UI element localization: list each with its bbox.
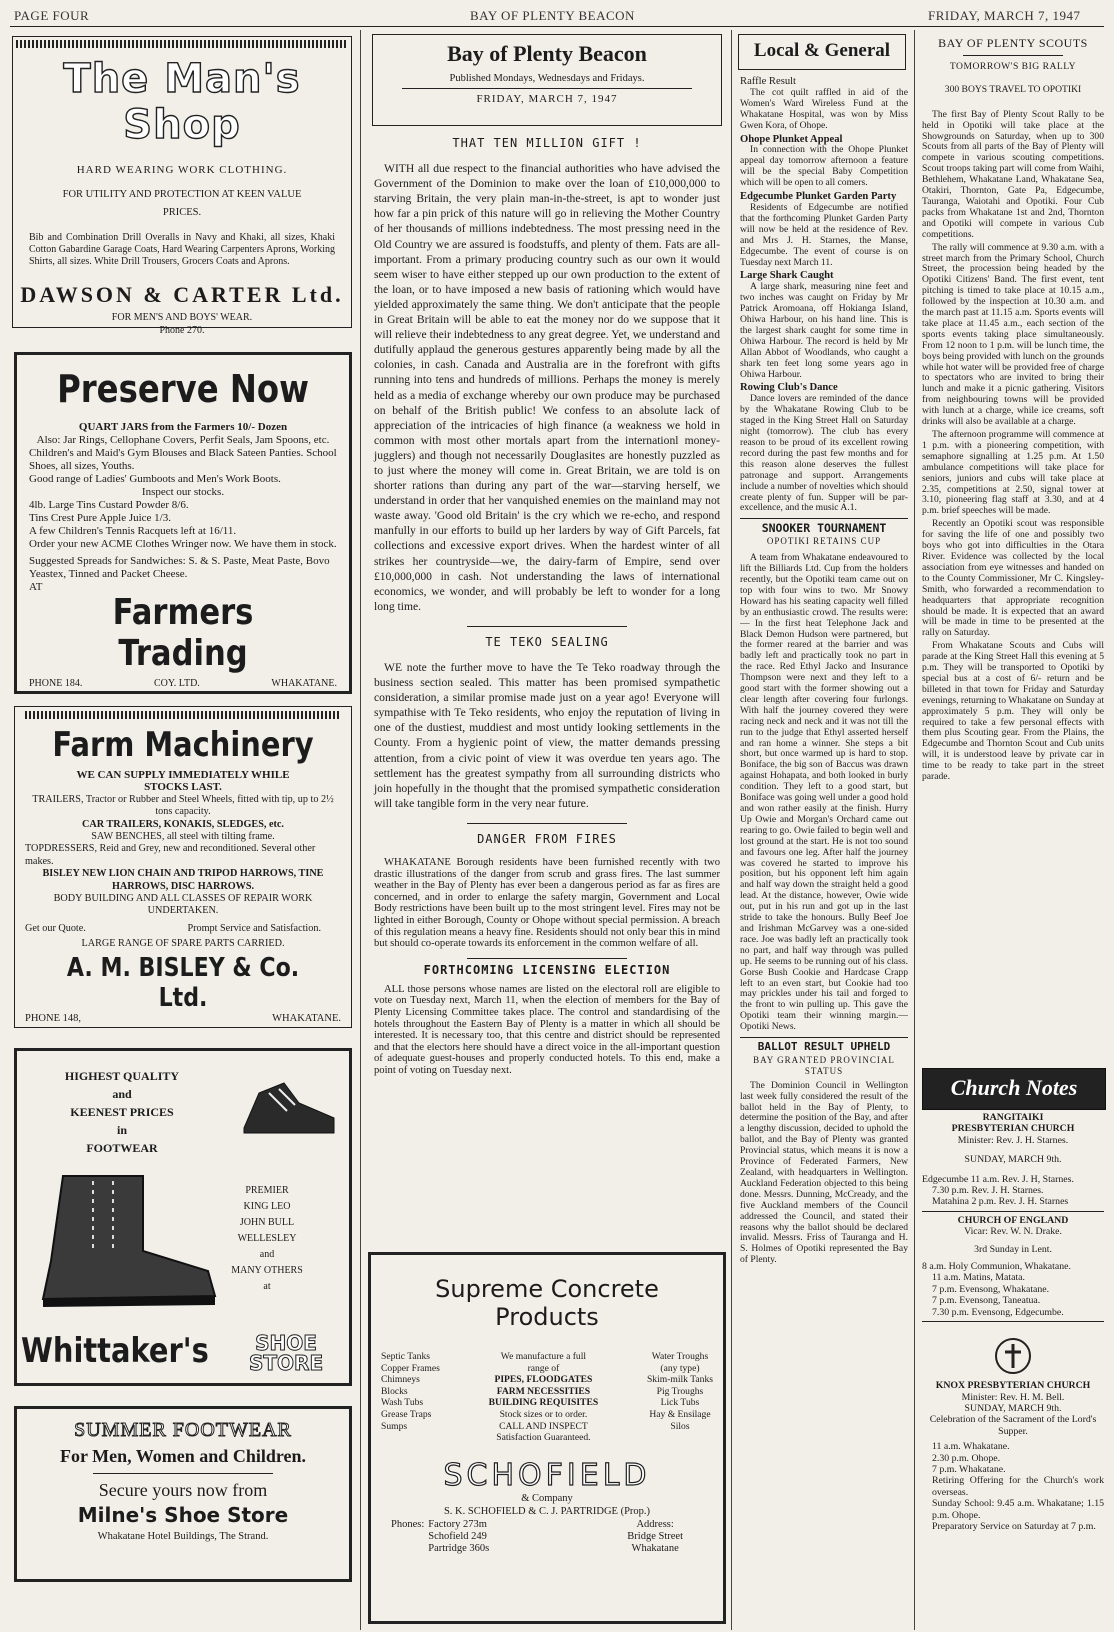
phone-partridge: Partridge 360s xyxy=(428,1542,490,1554)
snooker-heading: SNOOKER TOURNAMENT xyxy=(761,521,887,536)
local-general-title: Local & General xyxy=(753,40,891,61)
list-item: range of xyxy=(527,1362,560,1374)
preserve-line: Inspect our stocks. xyxy=(141,486,225,498)
news-paragraph: The rally will commence at 9.30 a.m. with a street march from the Primary School, Church Street, the procession being headed by the Opotiki Citizens' Band. The first event, tent pitching is timed to take place at 10.15 a.m., followed by the inspection at 10.30 a.m. and the march past at 11.15 a.m. Sports events will take place at 11.45 a.m., each section of the sports events taking place simultaneously. From 12 noon to 1 p.m. will be lunch time, the boys being provided with lunch on the grounds while hot water will be provided free of charge to spectators who are invited to bring their lunch and make it a picnic gathering. Visitors from neighbouring towns will be provided with lunch at a charge, while ice creams, soft drinks will also be available at a charge. xyxy=(922,241,1104,428)
service-line: 11 a.m. Whakatane. xyxy=(932,1441,1010,1453)
editorial-paragraph xyxy=(374,857,720,950)
farmers-coy: COY. LTD. xyxy=(153,678,200,689)
divider xyxy=(922,1211,1104,1212)
church-celebration: Celebration of the Sacrament of the Lord's Supper. xyxy=(929,1414,1097,1437)
service-line: 7 p.m. Evensong, Whakatane. xyxy=(932,1283,1050,1295)
paragraph-text: WHAKATANE Borough residents have been furnished recently with two drastic illustrations of the danger from scrub and grass fires. The last summer weather in the Bay of Plenty has ever been a dangerous period as far as fires are concerned, and in order to enlarge the safety margin, Government and Local Body restrictions have been built up to the most stringent level. Fires may not be lighted in either Borough, County or Ohope without special permission. A breach of this regulation means a heavy fine. Residents should not only bear this in mind but should co-operate towards its enforcement in the common welfare of all. xyxy=(374,857,720,950)
local-general-column xyxy=(740,74,908,1268)
news-paragraph: Recently an Opotiki scout was responsible for saving the life of one and possibly two boys who got into difficulties in the Otara River. Evidence was collected by the local association from eye witnesses and handed on to the County Commissioner, Mr C. Kingsley-Smith, who forwarded a recommendation to headquarters that appropriate recognition should be made. It is expected that an award will be made in time to be presented at the rally on Saturday. xyxy=(922,518,1104,639)
farmers-trading-logo: Farmers Trading xyxy=(112,592,254,674)
church-minister: Vicar: Rev. W. N. Drake. xyxy=(964,1226,1062,1238)
church-date: SUNDAY, MARCH 9th. xyxy=(964,1402,1062,1414)
concrete-ad xyxy=(368,1252,726,1624)
church-date: 3rd Sunday in Lent. xyxy=(974,1243,1052,1255)
address-label: Address: xyxy=(636,1518,674,1530)
church-heading: CHURCH OF ENGLAND xyxy=(957,1214,1069,1226)
paper-name: BAY OF PLENTY BEACON xyxy=(470,8,635,23)
farm-line: SAW BENCHES, all steel with tilting frame. xyxy=(91,831,275,843)
service-line: Matahina 2 p.m. Rev. J. H. Starnes xyxy=(932,1196,1069,1208)
list-item: Copper Frames xyxy=(381,1362,440,1374)
preserve-line: Suggested Spreads for Sandwiches: S. & S. Paste, Meat Paste, Bovo Yeastex, Tinned and Packet Cheese. xyxy=(29,555,330,580)
farm-line: BISLEY NEW LION CHAIN AND TRIPOD HARROWS, TINE HARROWS, DISC HARROWS. xyxy=(42,868,324,892)
snooker-sub: OPOTIKI RETAINS CUP xyxy=(766,536,882,547)
news-heading: Edgecumbe Plunket Garden Party xyxy=(740,191,897,203)
divider xyxy=(467,626,627,627)
service-line: 11 a.m. Matins, Matata. xyxy=(932,1272,1025,1284)
news-heading: Large Shark Caught xyxy=(740,270,834,282)
news-paragraph: In connection with the Ohope Plunket appeal day tomorrow afternoon a feature will be the special Baby Competition which will be open to all comers. xyxy=(740,144,908,189)
farm-machinery-ad xyxy=(14,706,352,1028)
list-item: Satisfaction Guaranteed. xyxy=(496,1432,591,1444)
farm-line: LARGE RANGE OF SPARE PARTS CARRIED. xyxy=(81,938,285,950)
editorial-paragraph: WE note the further move to have the Te Teko roadway through the business section sealed. This matter has been promised sympathetic consideration, a similar promise made just on a year ago! Everyone will sympathise with Te Teko residents, who enjoy the reputation of living in one of the dustiest, muddiest and most untidy looking settlements in the County. From a hygienic point of view, the matter demands pressing attention, from a civic point of view it was overdue ten years ago. The settlement has the greatest sympathy from all surrounding districts who join hopefully in the thought that the promised sympathetic consideration will take tangible form in the very near future. xyxy=(374,661,720,810)
list-item: Skim-milk Tanks xyxy=(646,1374,713,1386)
mans-shop-phone: Phone 270. xyxy=(159,325,205,336)
news-paragraph: A large shark, measuring nine feet and two inches was caught on Friday by Mr Patrick Aromoana, off Hokianga Island, Ohiwa Harbour, on his hand line. This is the largest shark caught for some time in Ohiwa Harbour. The record is held by Mr Allan Abbot of Woodlands, who caught a shark ten feet long some years ago in Ohiwa Harbour. xyxy=(740,281,908,380)
preserve-line: Good range of Ladies' Gumboots and Men's Work Boots. xyxy=(29,473,281,485)
milnes-address: Whakatane Hotel Buildings, The Strand. xyxy=(97,1531,269,1542)
column-rule xyxy=(360,30,361,1630)
news-heading: Ohope Plunket Appeal xyxy=(740,133,843,145)
farm-service: Prompt Service and Satisfaction. xyxy=(187,922,321,934)
news-paragraph: The afternoon programme will commence at 1 p.m. with a pioneering competition, with semaphore signalling at 1.25 p.m. At 1.50 ambulance competitions will take place for seniors, juniors and cubs will take place at 2.35, competitions at 2.50, signal tower at 3.10, pioneering flag staff at 3.30, and at 4 p.m. brief speeches will be made. xyxy=(922,429,1104,517)
masthead-date: FRIDAY, MARCH 7, 1947 xyxy=(476,93,618,105)
masthead-title: Bay of Plenty Beacon xyxy=(447,41,647,66)
shoe-tag: HIGHEST QUALITY xyxy=(64,1069,180,1083)
summer-title: SUMMER FOOTWEAR xyxy=(74,1419,292,1441)
news-paragraph: From Whakatane Scouts and Cubs will parade at the King Street Hall this evening at 5 p.m. They will be transported to Opotiki by special bus at a cost of 6/- return and be billeted in that town for Friday and Saturday evenings, returning to Whakatane on Sunday at approximately 5 p.m. They will only be required to take a few personal effects with them plus Scouting gear. From the Plains, the Edgecumbe and Thornton Scout and Cub units will, it is understood leave by private car in time to be ready to take part in the street parade. xyxy=(922,640,1104,783)
concrete-mid-list xyxy=(489,1351,599,1444)
news-heading: Raffle Result xyxy=(740,76,796,87)
service-line: 7 p.m. Evensong, Taneatua. xyxy=(932,1295,1041,1307)
concrete-right-list xyxy=(647,1351,713,1444)
preserve-line: Children's and Maid's Gym Blouses and Black Sateen Panties. School Shoes, all sizes, Youths. xyxy=(29,447,337,472)
phones-label: Phones: xyxy=(391,1518,425,1530)
list-item: PIPES, FLOODGATES xyxy=(494,1374,593,1386)
column-rule xyxy=(731,30,732,1630)
farm-title: Farm Machinery xyxy=(52,725,314,765)
divider xyxy=(93,1473,273,1474)
list-item: Pig Troughs xyxy=(656,1385,704,1397)
news-paragraph: The first Bay of Plenty Scout Rally to be held in Opotiki will take place at the Showgrounds on Saturday, when up to 300 Scouts from all parts of the Bay of Plenty will compete in various scouting competitions. Scout troops taking part will come from Waihi, Bethlehem, Whakatane Land, Whakatane Sea, Otakiri, Thornton, Gate Pa, Edgecumbe, Tauranga, Waiotahi and Opotiki. Four Cub packs from Whakatane 1st and 2nd, Thornton and Opotiki will compete in various Cub competitions. xyxy=(922,108,1104,240)
brand-many-others: MANY OTHERS xyxy=(231,1265,303,1276)
church-notes-title: Church Notes xyxy=(950,1075,1078,1100)
farmers-phone: PHONE 184. xyxy=(29,678,83,689)
list-item: Hay & Ensilage xyxy=(649,1408,711,1420)
preserve-line: Also: Jar Rings, Cellophane Covers, Perfit Seals, Jam Spoons, etc. xyxy=(36,434,330,446)
preserve-now-ad xyxy=(14,352,352,694)
church-heading: KNOX PRESBYTERIAN CHURCH xyxy=(935,1380,1091,1392)
preserve-line: A few Children's Tennis Racquets left at 16/11. xyxy=(29,525,237,537)
divider xyxy=(740,1037,908,1038)
brand-wellesley: WELLESLEY xyxy=(237,1233,297,1244)
church-notes-banner xyxy=(922,1068,1106,1110)
mans-shop-firm: DAWSON & CARTER Ltd. xyxy=(20,282,344,307)
editorial-heading: TE TEKO SEALING xyxy=(485,634,609,649)
shoe-tag: KEENEST PRICES xyxy=(70,1105,174,1119)
header-date: FRIDAY, MARCH 7, 1947 xyxy=(928,8,1081,23)
concrete-left-list xyxy=(381,1351,440,1444)
shoe-tag: and xyxy=(112,1087,132,1101)
church-minister: Minister: Rev. J. H. Starnes. xyxy=(957,1134,1069,1146)
header-rule xyxy=(10,26,1104,27)
news-paragraph: The Dominion Council in Wellington last week fully considered the result of the ballot held in the Bay of Plenty, to determine the position of the Bay, and after a lengthy discussion, decided to uphold the ballot, and the Bay of Plenty was granted Provincial status, which means it is now a Province of Federated Farmers, New Zealand, with headquarters in Wellington. Auckland Federation objected to this being done. Messrs. Dunning, McCready, and the five Auckland members of the Council addressed the Council, and stated their reasons why the ballot should be declared invalid. Messrs. Friss of Tauranga and H. S. Holmes of Opotiki represented the Bay of Plenty. xyxy=(740,1079,908,1266)
editorial-heading: THAT TEN MILLION GIFT ! xyxy=(452,136,642,150)
local-general-box xyxy=(738,34,906,70)
list-item: (any type) xyxy=(660,1362,700,1374)
service-line: Retiring Offering for the Church's work overseas. xyxy=(932,1475,1104,1498)
schofield-props: S. K. SCHOFIELD & C. J. PARTRIDGE (Prop.) xyxy=(443,1505,651,1517)
church-date: SUNDAY, MARCH 9th. xyxy=(964,1154,1062,1166)
milnes-name: Milne's Shoe Store xyxy=(77,1503,289,1527)
church-heading: RANGITAIKI xyxy=(982,1112,1044,1123)
divider xyxy=(467,958,627,959)
list-item: Grease Traps xyxy=(381,1408,432,1420)
concrete-title: Supreme Concrete xyxy=(435,1275,659,1303)
divider xyxy=(922,1321,1104,1322)
editorial-column xyxy=(374,128,720,1077)
ballot-heading: BALLOT RESULT UPHELD xyxy=(757,1040,891,1054)
farm-line: WE CAN SUPPLY IMMEDIATELY WHILE STOCKS LAST. xyxy=(76,769,290,794)
summer-secure: Secure yours now from xyxy=(98,1480,268,1500)
shoe-tag: FOOTWEAR xyxy=(86,1141,158,1155)
milnes-ad xyxy=(14,1406,352,1582)
shoe-tag: in xyxy=(116,1123,127,1137)
list-item: Blocks xyxy=(381,1385,408,1397)
phone-schofield: Schofield 249 xyxy=(428,1530,487,1542)
divider xyxy=(402,88,692,89)
editorial-paragraph: WITH all due respect to the financial authorities who have advised the Government of the Dominion to make over the loan of £10,000,000 to starving Britain, the very plain man-in-the-street, is apt to wonder just how far a pin prick of this nature will go in relieving the Mother Country of her thousands of millions indebtedness. The most pressing need in the Old Country we are assured is foodstuffs, and plenty of them. Fats are all-important. From a primary producing country such as our own it would seem wiser to have either stepped up our own production to the extent of the loan, or to have imposed a new basis of rationing which would have yielded approximately the same thing. We don't anticipate that the people in Great Britain will be able to eat the money nor do we suppose that it will relieve their indebtedness to any great degree. Yet, we understand and dutifully applaud the generous gestures apparently being made by all the colonies, in cash. Canada and Australia are in the forefront with gifts running into tens and hundreds of millions. Perhaps the money is merely held as a media of exchange whereby our own produce may be purchased on behalf of the British public! We confess to an absolute lack of appreciation of the intricacies of high finance (a weakness we hold in common with most other mortals apart from the internationl money-jugglers) and though not necessarily Douglasites are honestly puzzled as to just where the money will come in. Great Britain, we are told is on shorter rations than during any part of the war—starving herself, we understand in order that her vanquished enemies on the mainland may not waste away. 'Good old Britain' is the cry which we re-echo, and respond manfully in our efforts to build up her larders by way of Gift Parcels, fat collections and excessive export drives. When the hardest winter of all strikes her countryside—we, the dairy-farm of Empire, send over £10,000,000 in cash. Not understanding the laws of international economics, we wonder, and will probably be left to wonder for a long long time. xyxy=(374,162,720,613)
service-line: 8 a.m. Holy Communion, Whakatane. xyxy=(922,1261,1071,1273)
bisley-firm: A. M. BISLEY & Co. Ltd. xyxy=(66,952,300,1013)
farm-line: CAR TRAILERS, KONAKIS, SLEDGES, etc. xyxy=(82,818,284,830)
whittakers-shoe: SHOE xyxy=(255,1331,317,1355)
ad-border-stripe xyxy=(25,711,341,719)
brand-john-bull: JOHN BULL xyxy=(239,1217,295,1228)
scouts-column xyxy=(922,38,1104,785)
masthead-box xyxy=(372,34,722,126)
scouts-sub1: TOMORROW'S BIG RALLY xyxy=(949,60,1077,72)
whittakers-ad xyxy=(14,1048,352,1386)
farm-quote: Get our Quote. xyxy=(25,922,86,934)
page-number: PAGE FOUR xyxy=(14,8,90,23)
church-column xyxy=(922,1112,1104,1532)
divider xyxy=(467,823,627,824)
preserve-line: 4lb. Large Tins Custard Powder 8/6. xyxy=(29,499,189,511)
service-line: 7.30 p.m. Rev. J. H. Starnes. xyxy=(932,1185,1044,1197)
brand-and: and xyxy=(259,1249,275,1260)
service-line: Sunday School: 9.45 a.m. Whakatane; 1.15 p.m. Ohope. xyxy=(932,1498,1104,1521)
list-item: Silos xyxy=(670,1420,690,1432)
scouts-title: BAY OF PLENTY SCOUTS xyxy=(938,36,1088,50)
service-line: Preparatory Service on Saturday at 7 p.m. xyxy=(932,1520,1096,1532)
mans-shop-sub2: FOR UTILITY AND PROTECTION AT KEEN VALUE PRICES. xyxy=(62,189,302,218)
church-heading: PRESBYTERIAN CHURCH xyxy=(951,1123,1075,1135)
shoe-illustration xyxy=(239,1073,339,1143)
news-paragraph: Dance lovers are reminded of the dance by the Whakatane Rowing Club to be staged in the King Street Hall on Saturday night (tomorrow). The club has every reason to be proud of its excellent rowing record during the past few months and for this reason alone deserves the fullest patronage and support. Arrangements include a number of novelties which should create plenty of fun. Supper will be par-excellence, and the music A.1. xyxy=(740,393,908,514)
scouts-sub2: 300 BOYS TRAVEL TO OPOTIKI xyxy=(944,83,1082,95)
brand-at: at xyxy=(263,1281,271,1292)
news-paragraph: A team from Whakatane endeavoured to lift the Billiards Ltd. Cup from the holders recently, but the Opotiki team came out on top with four wins to two. Mr Snowy Howard has his seating capacity well filled by an enthusiastic crowd. The results were:— In the first heat Telephone Jack and Black Demon Hudson were partnered, but the former reared at the barrier and was badly left and practically took no part in the race. Red Ethyl Jacko and Insurance Thompson were next and they left to a good start with the former showing out a clear length after covering four furlongs. With half the journey covered they were racing neck and neck and it was not till the run to the judge that Ethyl asserted herself and ran home a winner. She steps a bit short, but once warmed up is hard to stop. Boniface, the big son of Baccus was drawn against Hohapata, and both looked in burly condition. They left to a good start, but Boniface was going well under a good hold and won rather easily at the finish. Hurry Up Owie and Morgan's Orchard came out rearing to go. Owie failed to begin well and lost ground at the start. He is not too sound and favours one leg. After half the journey was covered he started to improve his position, but his opponent left him again and half way down the straight held a good lead. At the distance, however, Owie wide out, put in his run and got up in the last stride to take the honours. Bully Beef Joe and Irishman McGarvey was a one-sided race. Joe was badly left an practically took no part, and half way through was pulled up. He seems to be running out of his class. Gorse Bush Cookie and Hardcase Crapp left to an even start, but Cookie had too may prickles under his tail and forged to the front to win pulling up. This gave the Opotiki team their winning margin.—Opotiki News. xyxy=(740,552,908,1033)
bisley-town: WHAKATANE. xyxy=(272,1012,341,1024)
mans-shop-firm-sub: FOR MEN'S AND BOYS' WEAR. xyxy=(111,312,253,323)
column-rule xyxy=(914,30,915,1630)
summer-sub: For Men, Women and Children. xyxy=(59,1446,307,1466)
list-item: Stock sizes or to order. xyxy=(499,1408,588,1420)
preserve-line: Tins Crest Pure Apple Juice 1/3. xyxy=(29,512,171,524)
mans-shop-ad xyxy=(12,36,352,336)
brand-premier: PREMIER xyxy=(245,1185,289,1196)
masthead-pub: Published Mondays, Wednesdays and Fridays. xyxy=(449,73,645,84)
ballot-sub: BAY GRANTED PROVINCIAL STATUS xyxy=(753,1054,895,1076)
news-heading: Rowing Club's Dance xyxy=(740,382,838,394)
divider xyxy=(740,518,908,519)
news-paragraph: The cot quilt raffled in aid of the Women's Ward Wireless Fund at the Whakatane Hospital, was won by Miss Gwen Kora, of Ohope. xyxy=(740,86,908,131)
service-line: 2.30 p.m. Ohope. xyxy=(932,1452,1001,1464)
concrete-title2: Products xyxy=(495,1303,599,1331)
list-item: Chimneys xyxy=(381,1374,420,1386)
schofield-co: & Company xyxy=(521,1492,573,1504)
preserve-line: QUART JARS from the Farmers 10/- Dozen xyxy=(78,421,288,433)
list-item: Water Troughs xyxy=(651,1351,709,1362)
church-minister: Minister: Rev. H. M. Bell. xyxy=(961,1391,1065,1403)
list-item: CALL AND INSPECT xyxy=(499,1420,588,1432)
preserve-title: Preserve Now xyxy=(57,367,309,411)
farm-line: TRAILERS, Tractor or Rubber and Steel Wheels, fitted with tip, up to 2½ tons capacity. xyxy=(32,793,334,818)
list-item: BUILDING REQUISITES xyxy=(488,1397,599,1409)
address-street: Bridge Street xyxy=(627,1530,683,1542)
list-item: Lick Tubs xyxy=(660,1397,700,1409)
whittakers-store: STORE xyxy=(249,1351,324,1375)
paragraph-text: ALL those persons whose names are listed on the electoral roll are eligible to vote on Tuesday next, March 11, when the election of members for the Bay of Plenty Licensing Committee takes place. The control and standardising of the hotels throughout the Eastern Bay of Plenty is a matter in which all should be interested. It is necessary too, that this centre and district should be represented and that the electors here should have a direct voice in the all-important question of adequate guest-houses and properly conducted hotels. To this end, make a point of voting on Tuesday next. xyxy=(374,983,720,1077)
news-paragraph: Residents of Edgecumbe are notified that the forthcoming Plunket Garden Party will now be held at the residence of Rev. and Mrs J. H. Starnes, the Manse, Edgecumbe. The event of course is on Tuesday next March 11. xyxy=(740,201,908,268)
list-item: Wash Tubs xyxy=(381,1397,424,1409)
list-item: We manufacture a full xyxy=(500,1351,587,1362)
bisley-phone: PHONE 148, xyxy=(25,1012,82,1024)
church-emblem-icon xyxy=(993,1336,1033,1376)
phone-factory: Factory 273m xyxy=(428,1518,487,1530)
mans-shop-title: The Man's Shop xyxy=(63,56,301,148)
boot-illustration xyxy=(33,1171,223,1311)
editorial-heading: DANGER FROM FIRES xyxy=(477,831,617,846)
editorial-paragraph xyxy=(374,984,720,1077)
list-item: Septic Tanks xyxy=(381,1351,430,1362)
schofield-logo: SCHOFIELD xyxy=(443,1457,651,1493)
brand-king-leo: KING LEO xyxy=(243,1201,291,1212)
ad-border-stripe xyxy=(16,40,348,48)
preserve-at: AT xyxy=(29,581,43,593)
editorial-heading: FORTHCOMING LICENSING ELECTION xyxy=(423,962,671,977)
farm-line: TOPDRESSERS, Reid and Grey, new and reconditioned. Several other makes. xyxy=(25,843,316,867)
farmers-town: WHAKATANE. xyxy=(271,678,337,689)
divider xyxy=(963,55,1063,56)
address-town: Whakatane xyxy=(631,1542,679,1554)
mans-shop-body: Bib and Combination Drill Overalls in Navy and Khaki, all sizes, Khaki Cotton Gabardine Garage Coats, Hard Wearing Carpenters Aprons, Working Shirts, all sizes. White Drill Trousers, Grocers Coats and Aprons. xyxy=(29,232,335,267)
service-line: 7 p.m. Whakatane. xyxy=(932,1463,1006,1475)
farm-line: BODY BUILDING AND ALL CLASSES OF REPAIR WORK UNDERTAKEN. xyxy=(53,893,313,917)
list-item: Sumps xyxy=(381,1420,408,1432)
mans-shop-sub1: HARD WEARING WORK CLOTHING. xyxy=(76,164,288,176)
list-item: FARM NECESSITIES xyxy=(496,1385,591,1397)
whittakers-name: Whittaker's xyxy=(21,1331,209,1371)
preserve-line: Order your new ACME Clothes Wringer now. We have them in stock. xyxy=(29,538,337,550)
service-line: 7.30 p.m. Evensong, Edgecumbe. xyxy=(932,1306,1064,1318)
service-line: Edgecumbe 11 a.m. Rev. J. H, Starnes. xyxy=(922,1173,1074,1185)
